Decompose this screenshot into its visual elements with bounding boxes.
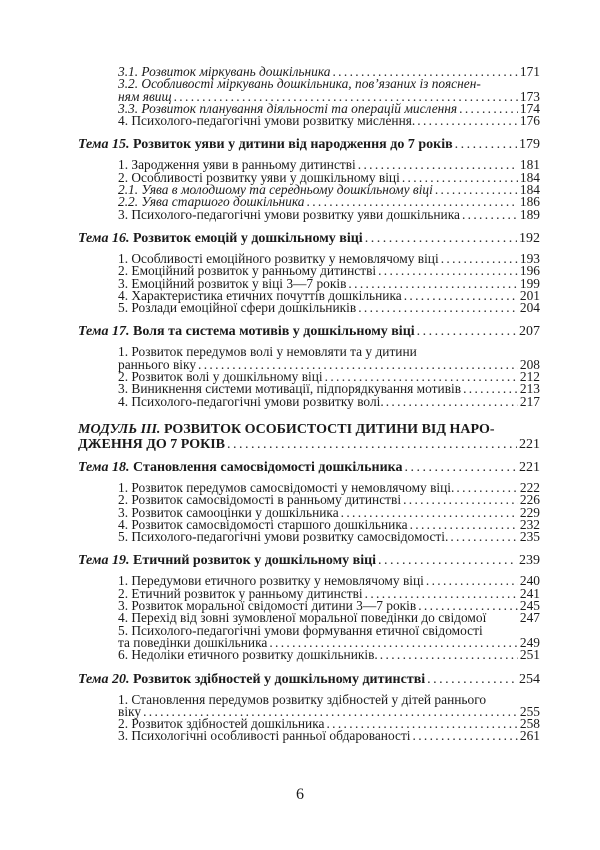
entry-title: 2. Емоційний розвиток у ранньому дитинстві (118, 263, 377, 279)
entry-title: 3.3. Розвиток планування діяльності та операцій мислення (118, 100, 458, 116)
entry-title: та поведінки дошкільника (118, 634, 268, 650)
entry-page: 213 (519, 381, 540, 397)
entry-title: 2. Розвиток волі у дошкільному віці (118, 369, 323, 385)
leader-dots (227, 437, 517, 452)
topic-heading-16 (78, 231, 540, 246)
entry-title: 3. Психологічні особливості ранньої обдарованості (118, 728, 411, 744)
topic-heading-20 (78, 672, 540, 687)
entry-title: 4. Розвиток самосвідомості старшого дошкільника (118, 516, 408, 532)
topic-label: Тема 20. (78, 671, 130, 687)
topic-title: Становлення самосвідомості дошкільника (133, 459, 403, 475)
entry-page: 255 (519, 703, 540, 719)
topic-label: Тема 16. (78, 230, 130, 246)
leader-dots (404, 290, 518, 302)
topic-label: Тема 15. (78, 137, 130, 153)
topic-page: 221 (519, 459, 540, 475)
entry-title: 3. Розвиток самооцінки у дошкільника (118, 504, 339, 520)
entry-page: 235 (519, 529, 540, 545)
leader-dots (403, 494, 518, 506)
toc-entry (78, 531, 540, 543)
entry-page: 247 (519, 610, 540, 626)
entry-title: 2.1. Уява в молодшому та середньому дошкільному віці (118, 182, 433, 198)
entry-page: 226 (519, 492, 540, 508)
entry-page: 171 (519, 64, 540, 79)
leader-dots (441, 253, 518, 265)
leader-dots (426, 575, 518, 587)
topic-label: Тема 17. (78, 324, 130, 340)
toc-entry (78, 393, 540, 409)
entry-page: 184 (519, 169, 540, 185)
entry-title: 5. Розлади емоційної сфери дошкільників (118, 300, 357, 316)
entry-page: 174 (519, 100, 540, 116)
entry-title: 1. Розвиток передумов самосвідомості у немовлячому віці. (118, 479, 455, 495)
entry-title: 3.1. Розвиток міркувань дошкільника (118, 64, 331, 79)
entry-page: 184 (519, 182, 540, 198)
entry-title: 5. Психолого-педагогічні умови розвитку самосвідомості. (118, 529, 449, 545)
entry-page: 249 (519, 634, 540, 650)
topic-title: Розвиток емоцій у дошкільному віці (133, 230, 363, 246)
toc-entry (78, 206, 540, 222)
topic-title: Розвиток здібностей у дошкільному дитинстві (133, 671, 426, 687)
entry-title: 3. Розвиток моральної свідомості дитини 3—7 років (118, 598, 417, 614)
entry-title: 1. Передумови етичного розвитку у немовлячому віці (118, 573, 424, 589)
topic-page: 254 (519, 671, 540, 687)
leader-dots (455, 137, 517, 152)
leader-dots (386, 396, 518, 408)
module-page: 221 (519, 436, 540, 452)
leader-dots (380, 649, 518, 661)
entry-page: 229 (519, 504, 540, 520)
entry-page: 204 (519, 300, 540, 316)
topic-title: Розвиток уяви у дитини від народження до 7 років (133, 137, 453, 153)
toc-entry (78, 115, 540, 127)
entry-page: 258 (519, 716, 540, 732)
topic-title: Етичний розвиток у дошкільному віці (133, 553, 377, 569)
leader-dots (378, 265, 518, 277)
entry-page: 193 (519, 250, 540, 266)
entry-title: 4. Характеристика етичних почуттів дошкільника (118, 287, 402, 303)
topic-heading-19 (78, 553, 540, 568)
leader-dots (417, 115, 518, 127)
entry-page: 208 (519, 356, 540, 372)
entry-title: 4. Психолого-педагогічні умови розвитку волі. (118, 393, 384, 409)
leader-dots (459, 103, 518, 115)
entry-page: 232 (519, 516, 540, 532)
module-heading (78, 422, 540, 452)
entry-title: 1. Особливості емоційного розвитку у немовлячому віці (118, 250, 439, 266)
toc-entry (78, 302, 540, 314)
entry-title: 3. Емоційний розвиток у віці 3—7 років (118, 275, 347, 291)
topic-heading-18 (78, 460, 540, 475)
entry-page: 181 (519, 157, 540, 173)
leader-dots (378, 553, 517, 568)
entry-page: 261 (519, 728, 540, 744)
leader-dots (463, 383, 518, 395)
entry-title: 4. Перехід від зовні зумовленої моральної поведінки до свідомої (118, 610, 487, 626)
entry-title: 2. Розвиток здібностей дошкільника (118, 716, 325, 732)
entry-page: 217 (519, 393, 540, 409)
entry-page: 240 (519, 573, 540, 589)
entry-title: віку (118, 703, 142, 719)
entry-page: 189 (519, 206, 540, 222)
toc-entry (78, 649, 540, 661)
leader-dots (405, 460, 517, 475)
entry-title: раннього віку (118, 356, 197, 372)
entry-page: 176 (519, 113, 540, 129)
topic-page: 207 (519, 324, 540, 340)
entry-title: 1. Розвиток передумов волі у немовляти та у дитини (118, 344, 417, 360)
leader-dots (358, 302, 518, 314)
topic-title: Воля та система мотивів у дошкільному віці (133, 324, 415, 340)
leader-dots (365, 231, 517, 246)
leader-dots (417, 324, 517, 339)
leader-dots (450, 531, 518, 543)
topic-heading-17 (78, 324, 540, 339)
leader-dots (427, 672, 517, 687)
entry-page: 201 (519, 287, 540, 303)
toc-entry (78, 691, 540, 707)
entry-title: 3. Виникнення системи мотивації, підпорядкування мотивів (118, 381, 462, 397)
page-number: 6 (296, 786, 304, 803)
topic-page: 239 (519, 553, 540, 569)
leader-dots (462, 209, 518, 221)
entry-title: ням явищ (118, 88, 172, 104)
entry-page: 212 (519, 369, 540, 385)
module-label: МОДУЛЬ III. (78, 421, 161, 437)
entry-page: 196 (519, 263, 540, 279)
entry-title: 4. Психолого-педагогічні умови розвитку мислення. (118, 113, 416, 129)
entry-page: 251 (519, 647, 540, 663)
leader-dots (456, 482, 518, 494)
topic-page: 179 (519, 137, 540, 153)
entry-title: 2.2. Уява старшого дошкільника (118, 194, 305, 210)
entry-title: 3. Психолого-педагогічні умови розвитку уяви дошкільника (118, 206, 460, 222)
entry-page: 222 (519, 479, 540, 495)
entry-title: 1. Зародження уяви в ранньому дитинстві (118, 157, 356, 173)
entry-page: 173 (519, 88, 540, 104)
topic-label: Тема 19. (78, 553, 130, 569)
entry-title: 2. Етичний розвиток у ранньому дитинстві (118, 585, 363, 601)
entry-title: 6. Недоліки етичного розвитку дошкільників. (118, 647, 378, 663)
entry-page: 241 (519, 585, 540, 601)
entry-page: 199 (519, 275, 540, 291)
leader-dots (413, 730, 518, 742)
entry-title: 2. Розвиток самосвідомості в ранньому дитинстві (118, 492, 402, 508)
topic-heading-15 (78, 137, 540, 152)
entry-page: 245 (519, 598, 540, 614)
module-title-continuation: ДЖЕННЯ ДО 7 РОКІВ (78, 436, 226, 452)
toc-entry (78, 730, 540, 742)
topic-page: 192 (519, 230, 540, 246)
module-title: РОЗВИТОК ОСОБИСТОСТІ ДИТИНИ ВІД НАРО- (163, 421, 495, 437)
topic-label: Тема 18. (78, 459, 130, 475)
entry-title: 1. Становлення передумов розвитку здібностей у дітей раннього (118, 691, 487, 707)
leader-dots (435, 184, 518, 196)
entry-title: 3.2. Особливості міркувань дошкільника, пов’язаних із пояснен- (118, 76, 481, 92)
entry-page: 186 (519, 194, 540, 210)
entry-title: 2. Особливості розвитку уяви у дошкільному віці (118, 169, 400, 185)
table-of-contents (78, 66, 540, 743)
entry-title: 5. Психолого-педагогічні умови формування етичної свідомості (118, 622, 483, 638)
